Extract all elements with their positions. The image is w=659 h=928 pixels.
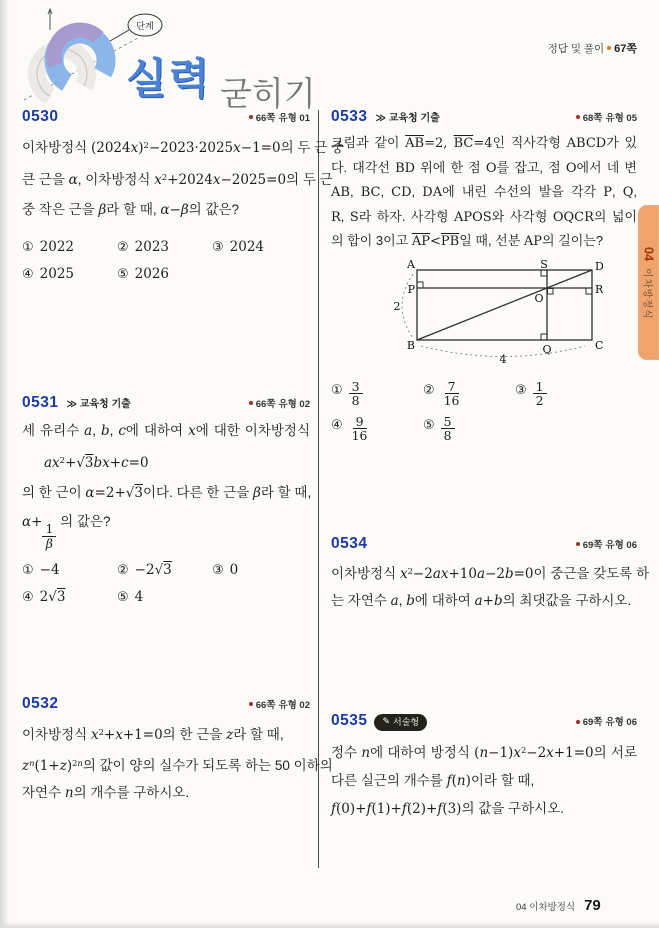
body-line: R, S라 하자. 사각형 APOS와 사각형 OQCR의 넓이 [331,208,637,225]
choice-marker: ③ [212,562,224,578]
choice [22,589,117,605]
label-a: A [407,257,415,271]
ref-page: 69쪽 [582,539,603,551]
choice-value: 2√3 [39,589,66,606]
ref-type: 유형 06 [605,717,637,729]
choice [117,239,212,255]
body-line: 이차방정식 $(2024x)^2-2023\cdot 2025x-1=0$의 두 근 중 [22,139,345,156]
choice-marker: ④ [22,266,34,282]
body-line: 는 자연수 a, b에 대하여 a+b의 최댓값을 구하시오. [331,593,632,610]
choice [212,239,307,255]
choices-row [22,584,310,611]
choice-marker: ② [117,562,129,578]
choices-0531 [22,557,310,611]
problem-0532-heading [22,695,310,713]
choices-row [22,261,310,288]
problem-ref [576,110,637,124]
fraction: $\frac{1}{2}$ [533,380,547,409]
ref-type: 유형 02 [278,398,310,410]
label-r: R [595,282,603,296]
problem-source-tag: ≫ 교육청 기출 [66,398,131,410]
step-badge-label: 단계 [136,21,154,31]
body-line: 이차방정식 $x^2+x+1=0$의 한 근을 z라 할 때, [22,726,284,743]
choice [423,372,515,409]
problem-number: 0535 [331,712,368,730]
rectangle-figure [387,258,603,366]
right-angle-q [541,334,547,340]
ref-page: 66쪽 [255,699,276,711]
side-tab-label: 이차방정식 [641,267,652,319]
body-line: 중 작은 근을 β라 할 때, α−β의 값은? [22,201,240,218]
choice [423,407,515,444]
ref-page: 66쪽 [255,398,276,410]
essay-badge-label: 서술형 [393,717,420,728]
choice-value: 2026 [134,266,170,283]
right-angle-p [417,282,423,288]
problem-ref [249,110,310,124]
figure-wrapper [387,258,637,371]
column-divider [318,110,319,868]
ref-dot-icon [576,542,580,546]
ref-dot-icon [249,115,253,119]
chapter-side-tab [638,205,659,360]
body-line: f(0)+f(1)+f(2)+f(3)의 값을 구하시오. [331,800,564,817]
choice-marker: ⑤ [117,589,129,605]
choice-marker: ① [22,562,34,578]
problem-ref [576,537,637,551]
choice-value: −2√3 [134,562,172,579]
choice-value: 2022 [39,239,75,256]
diagonal-bd [417,270,592,340]
choice-value: 2023 [134,239,170,256]
choices-0530 [22,234,310,288]
label-b: B [406,338,415,352]
body-line: 의 합이 3이고 $\overline{AP}<\overline{PB}$일 때, 선분 AP의 길이는? [331,233,604,249]
problem-number: 0533 [331,108,368,125]
ref-dot-icon [576,115,580,119]
choice-value [441,407,455,444]
ref-type: 유형 01 [278,113,310,124]
body-line: 이차방정식 $x^2-2ax+10a-2b=0$이 중근을 갖도록 하 [331,565,650,582]
body-line: AB, BC, CD, DA에 내린 수선의 발을 각각 P, Q, [331,184,638,200]
label-o: O [534,291,544,305]
body-line: 다른 실근의 개수를 f(n)이라 할 때, [331,772,535,789]
choices-row [331,373,637,408]
fraction: $\frac{1}{\beta}$ [42,522,56,551]
choice [22,562,117,578]
formula-line: $ax^2+√3bx+c=0$ [44,454,149,471]
body-line: $z^n(1+z)^{2n}$의 값이 양의 실수가 되도록 하는 50 이하의 [22,757,333,774]
footer-page-number: 79 [584,897,601,914]
footer-chapter: 04 이차방정식 [516,902,576,913]
problem-number: 0534 [331,534,368,552]
right-angle-r [586,288,592,294]
body-line: 그림과 같이 $\overline{AB}=2$, $\overline{BC}=4$인 직사각형 ABCD가 있 [331,135,638,151]
choice-marker: ① [331,382,343,397]
choice-marker: ③ [515,382,527,397]
choice [117,589,212,605]
choice [22,239,117,255]
page-subtitle: 굳히기 [220,75,316,112]
problem-0534 [331,534,650,616]
choice-value [533,372,547,409]
choice-marker: ③ [212,239,224,255]
label-c: C [595,338,603,352]
choice [331,407,423,444]
choice-marker: ② [117,239,129,255]
pencil-icon: ✎ [382,716,391,727]
essay-type-badge [374,714,427,731]
problem-number: 0530 [22,108,59,125]
answer-ref-label: 정답 및 풀이 [547,43,605,55]
body-line: 자연수 n의 개수를 구하시오. [22,785,190,802]
problem-number: 0531 [22,393,59,411]
side-tab-number: 04 [641,246,656,261]
answer-ref-dot-icon [607,46,611,50]
problem-0535 [331,712,637,822]
problem-ref [576,714,637,728]
body-line: 세 유리수 a, b, c에 대하여 x에 대한 이차방정식 [22,422,310,439]
problem-source-tag: ≫ 교육청 기출 [375,113,440,124]
choice-value [349,372,363,409]
problem-0532 [22,694,333,808]
problem-0535-heading [331,712,637,732]
choice [117,266,212,282]
problem-0534-heading [331,535,637,553]
choice-value: 2025 [39,266,75,283]
page-footer [516,897,601,914]
problem-0533 [331,108,637,443]
body-line: α+ $\frac{1}{\beta}$ 의 값은? [22,514,111,552]
choice-value: 4 [134,589,144,606]
problem-0533-heading [331,108,637,126]
choice-marker: ④ [331,417,343,432]
side-tab-text [641,246,656,318]
choices-row [22,557,310,584]
body-line: 의 한 근이 α=2+√3이다. 다른 한 근을 β라 할 때, [22,485,312,502]
problem-ref [249,396,310,410]
choice [331,372,423,409]
choice-value: 2024 [229,239,265,256]
body-line: 정수 n에 대하여 방정식 $(n-1)x^2-2x+1=0$의 서로 [331,744,637,761]
choice-value [441,372,463,409]
label-s: S [540,257,548,271]
body-line: 다. 대각선 BD 위에 한 점 O를 잡고, 점 O에서 네 변 [331,159,637,176]
choice-value [349,407,371,444]
choice-value: 0 [229,562,239,579]
choice-marker: ⑤ [117,266,129,282]
fraction: $\frac{7}{16}$ [443,378,460,409]
ref-page: 68쪽 [582,113,603,124]
ref-type: 유형 02 [278,699,310,711]
ref-page: 69쪽 [582,717,603,729]
choice [212,562,307,578]
ref-dot-icon [576,720,580,724]
page-header [20,8,639,112]
choice-marker: ① [22,239,34,255]
page-title: 실력 [126,55,212,102]
choice-value: −4 [39,562,60,579]
problem-0531-heading [22,394,310,412]
right-angle-o [548,288,554,294]
answer-reference [548,40,637,56]
body-line: 큰 근을 α, 이차방정식 $x^2+2024x-2025=0$의 두 근 [22,171,333,188]
ref-page: 66쪽 [255,113,276,124]
problem-0530 [22,108,345,288]
left-column [22,108,345,807]
ref-type: 유형 05 [605,113,637,124]
choice-marker: ④ [22,589,34,605]
problem-0530-heading [22,108,310,126]
choice-marker: ⑤ [423,417,435,432]
ref-type: 유형 06 [605,539,637,551]
fraction: $\frac{9}{16}$ [351,413,368,444]
choice [515,372,607,409]
label-p: P [407,282,415,296]
label-d: D [595,259,603,273]
choices-row [331,408,637,443]
ref-dot-icon [249,702,253,706]
problem-ref [249,697,310,711]
choices-0533 [331,373,637,443]
problem-number: 0532 [22,694,59,712]
choice [22,266,117,282]
label-q: Q [542,342,552,356]
choice [117,562,212,578]
fraction: $\frac{3}{8}$ [349,380,363,409]
ref-dot-icon [249,401,253,405]
label-side-ab: 2 [393,299,401,313]
answer-ref-page: 67쪽 [614,43,637,55]
fraction: $\frac{5}{8}$ [441,415,455,444]
label-side-bc: 4 [499,352,507,366]
choices-row [22,234,310,261]
choice-marker: ② [423,382,435,397]
problem-0531 [22,394,310,611]
